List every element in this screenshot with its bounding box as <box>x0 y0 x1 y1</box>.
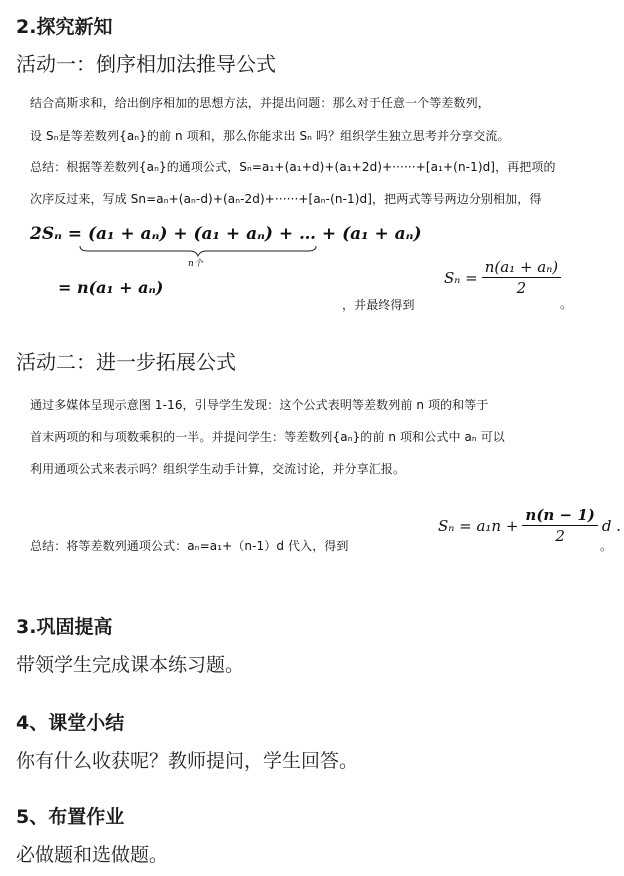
section-4-title: 4、课堂小结 <box>16 712 125 734</box>
formula-sn-expanded <box>438 506 621 545</box>
activity-2-paragraph-line-3: 利用通项公式来表示吗？组织学生动手计算，交流讨论，并分享汇报。 <box>30 462 406 476</box>
formula-sn2-numerator: n(n − 1) <box>522 506 597 526</box>
activity-1-title: 活动一：倒序相加法推导公式 <box>16 52 276 76</box>
formula-sn2-denominator: 2 <box>555 527 565 545</box>
formula-sn-fraction <box>444 258 561 297</box>
activity-1-paragraph-line-1: 结合高斯求和，给出倒序相加的思想方法，并提出问题：那么对于任意一个等差数列， <box>30 96 490 110</box>
section-2-title: 2.探究新知 <box>16 16 113 38</box>
activity-2-paragraph-line-1: 通过多媒体呈现示意图 1-16，引导学生发现：这个公式表明等差数列前 n 项的和等于 <box>30 398 489 412</box>
section-3-body: 带领学生完成课本练习题。 <box>16 654 245 676</box>
section-5-body: 必做题和选做题。 <box>16 844 169 866</box>
activity-1-summary-line-1: 总结：根据等差数列{aₙ}的通项公式，Sₙ=a₁+(a₁+d)+(a₁+2d)+······+[a₁+(n-1)d]，再把项的 <box>30 160 556 174</box>
activity-2-paragraph-line-2: 首末两项的和与项数乘积的一半。并提问学生：等差数列{aₙ}的前 n 项和公式中 aₙ 可以 <box>30 430 505 444</box>
underbrace-n-label: n个 <box>188 259 203 269</box>
formula-n-times-sum: = n(a₁ + aₙ) <box>58 278 164 297</box>
section-4-body: 你有什么收获呢？教师提问，学生回答。 <box>16 750 359 772</box>
formula-sn-numerator: n(a₁ + aₙ) <box>482 258 561 278</box>
formula-sn-lhs: Sₙ = <box>444 268 478 287</box>
formula-sn2-tail: d . <box>601 516 622 535</box>
and-finally-text: ，并最终得到 <box>342 298 415 312</box>
section-3-title: 3.巩固提高 <box>16 616 113 638</box>
period-2: 。 <box>600 539 613 553</box>
activity-2-summary: 总结：将等差数列通项公式：aₙ=a₁+（n-1）d 代入，得到 <box>30 539 349 553</box>
activity-1-summary-line-2: 次序反过来，写成 Sn=aₙ+(aₙ-d)+(aₙ-2d)+······+[aₙ-(n-1)d]，把两式等号两边分别相加，得 <box>30 192 542 206</box>
period-1: 。 <box>560 297 573 311</box>
activity-1-paragraph-line-2: 设 Sₙ是等差数列{aₙ}的前 n 项和，那么你能求出 Sₙ 吗？组织学生独立思考并分享交流。 <box>30 129 510 143</box>
formula-sn2-frac <box>522 506 597 545</box>
formula-2sn-sum: 2Sₙ = (a₁ + aₙ) + (a₁ + aₙ) + … + (a₁ + aₙ) <box>30 224 422 244</box>
activity-2-title: 活动二：进一步拓展公式 <box>16 350 236 374</box>
section-5-title: 5、布置作业 <box>16 806 125 828</box>
formula-sn-denominator: 2 <box>516 279 527 297</box>
formula-sn-frac <box>482 258 561 297</box>
formula-sn2-lhs: Sₙ = a₁n + <box>438 516 519 535</box>
